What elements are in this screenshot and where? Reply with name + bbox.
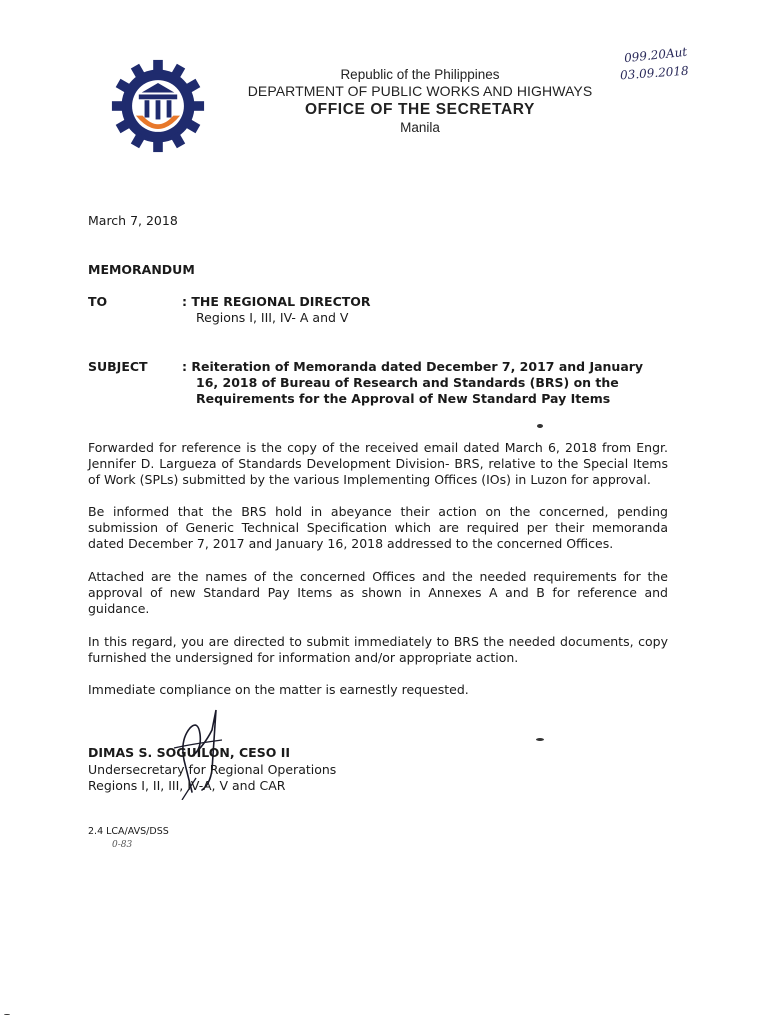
subject-text (182, 359, 652, 407)
letterhead-city: Manila (400, 120, 440, 135)
reference-handwritten-mark: 0-83 (112, 840, 133, 850)
letterhead-department: DEPARTMENT OF PUBLIC WORKS AND HIGHWAYS (247, 83, 593, 99)
subject-label: SUBJECT (88, 359, 148, 374)
signatory-regions: Regions I, II, III, IV-A, V and CAR (88, 778, 286, 793)
handwritten-note-line1: 099.20Aut (623, 44, 688, 66)
reference-code: 2.4 LCA/AVS/DSS (88, 826, 169, 837)
body-paragraph-4: In this regard, you are directed to submit immediately to BRS the needed documents, copy furnished the undersigned for information and/or appropriate action. (88, 634, 668, 665)
letterhead-republic: Republic of the Philippines (340, 67, 500, 82)
to-recipient: : THE REGIONAL DIRECTOR (182, 294, 371, 309)
handwritten-receipt-note (612, 44, 722, 88)
scan-speck (4, 1014, 10, 1015)
body-paragraph-1: Forwarded for reference is the copy of the received email dated March 6, 2018 from Engr. Jennifer D. Largueza of Standards Development Division- BRS, relative to the Special Items of Work (SPLs) submitted by the various Implementing Offices (IOs) in Luzon for approval. (88, 440, 668, 487)
memo-heading: MEMORANDUM (88, 262, 195, 277)
letterhead (220, 66, 620, 137)
dpwh-gear-seal-icon (110, 58, 206, 154)
subject-line-1: : Reiteration of Memoranda dated December 7, 2017 and January (182, 359, 644, 374)
signatory-title: Undersecretary for Regional Operations (88, 762, 337, 777)
body-paragraph-5: Immediate compliance on the matter is earnestly requested. (88, 682, 469, 697)
scan-speck (537, 424, 543, 428)
scan-speck (536, 738, 544, 741)
subject-line-2: 16, 2018 of Bureau of Research and Standards (BRS) on the (196, 375, 619, 390)
body-paragraph-2: Be informed that the BRS hold in abeyance their action on the concerned, pending submission of Generic Technical Specification which are required per their memoranda dated December 7, 2017 and January 16, 2018 addressed to the concerned Offices. (88, 504, 668, 551)
to-label: TO (88, 294, 108, 309)
body-paragraph-3: Attached are the names of the concerned Offices and the needed requirements for the approval of new Standard Pay Items as shown in Annexes A and B for reference and guidance. (88, 569, 668, 616)
memo-date: March 7, 2018 (88, 213, 178, 228)
handwritten-note-line2: 03.09.2018 (619, 63, 690, 83)
letterhead-office: OFFICE OF THE SECRETARY (305, 101, 535, 118)
to-regions: Regions I, III, IV- A and V (196, 310, 349, 325)
signatory-name: DIMAS S. SOGUILON, CESO II (88, 745, 290, 760)
subject-line-3: Requirements for the Approval of New Standard Pay Items (196, 391, 611, 406)
